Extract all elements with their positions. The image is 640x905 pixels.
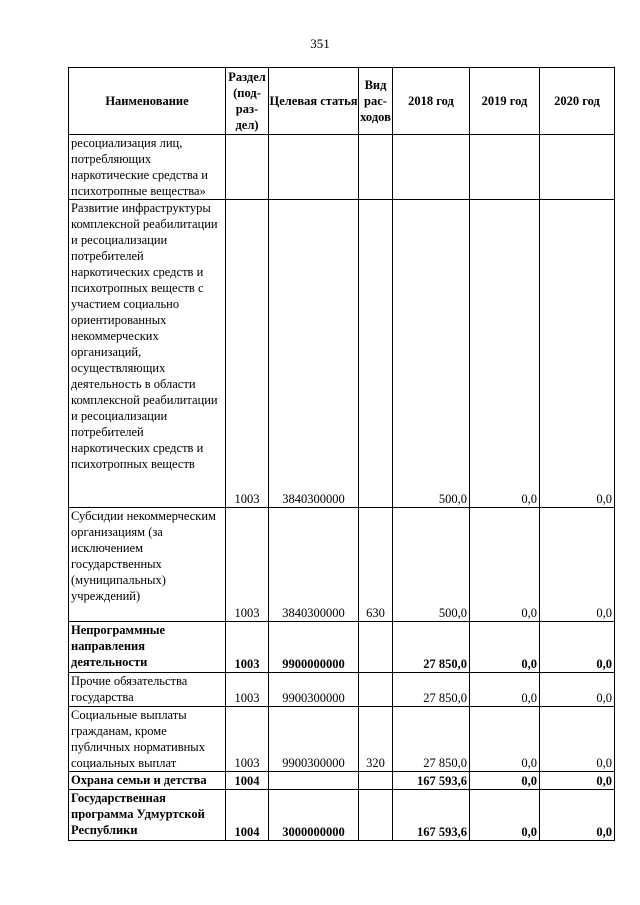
row-section: 1003 (226, 200, 269, 508)
row-type (359, 135, 393, 200)
row-2019: 0,0 (470, 508, 540, 622)
table-row (69, 707, 615, 772)
row-2019: 0,0 (470, 707, 540, 772)
row-section (226, 135, 269, 200)
row-name: Охрана семьи и детства (69, 772, 226, 790)
row-section: 1003 (226, 707, 269, 772)
row-target: 3840300000 (269, 200, 359, 508)
header-name: Наименование (69, 68, 226, 135)
row-section: 1004 (226, 790, 269, 841)
row-2020: 0,0 (540, 790, 615, 841)
row-2020: 0,0 (540, 673, 615, 707)
row-name: Прочие обязательства государства (69, 673, 226, 707)
row-2019: 0,0 (470, 772, 540, 790)
header-section: Раздел (под-раз-дел) (226, 68, 269, 135)
table-row (69, 200, 615, 508)
row-section: 1003 (226, 673, 269, 707)
row-2018: 27 850,0 (393, 673, 470, 707)
row-name: Развитие инфраструктуры комплексной реабилитации и ресоциализации потребителей наркотических средств и психотропных веществ с участием социально ориентированных некоммерческих организаций, осуществляющих деятельность в области комплексной реабилитации и ресоциализации потребителей наркотических средств и психотропных веществ (69, 200, 226, 508)
row-2019: 0,0 (470, 622, 540, 673)
row-target: 3840300000 (269, 508, 359, 622)
row-target (269, 135, 359, 200)
row-type (359, 622, 393, 673)
row-2019 (470, 135, 540, 200)
row-type (359, 200, 393, 508)
header-row (69, 68, 615, 135)
table-row (69, 508, 615, 622)
row-type: 630 (359, 508, 393, 622)
row-section: 1003 (226, 622, 269, 673)
row-name: Государственная программа Удмуртской Республики (69, 790, 226, 841)
row-2020: 0,0 (540, 622, 615, 673)
row-section: 1003 (226, 508, 269, 622)
row-target (269, 772, 359, 790)
header-target: Целевая статья (269, 68, 359, 135)
row-2018 (393, 135, 470, 200)
table-row (69, 772, 615, 790)
row-name: ресоциализация лиц, потребляющих наркотические средства и психотропные вещества» (69, 135, 226, 200)
row-2020 (540, 135, 615, 200)
row-target: 3000000000 (269, 790, 359, 841)
row-2018: 167 593,6 (393, 772, 470, 790)
row-2019: 0,0 (470, 673, 540, 707)
table-row (69, 790, 615, 841)
header-type: Вид рас-ходов (359, 68, 393, 135)
header-2020: 2020 год (540, 68, 615, 135)
row-type (359, 673, 393, 707)
row-target: 9900000000 (269, 622, 359, 673)
budget-table (68, 67, 615, 841)
row-2020: 0,0 (540, 508, 615, 622)
row-2018: 167 593,6 (393, 790, 470, 841)
page-number: 351 (310, 36, 330, 51)
row-2020: 0,0 (540, 200, 615, 508)
row-name: Непрограммные направления деятельности (69, 622, 226, 673)
row-2018: 27 850,0 (393, 622, 470, 673)
row-section: 1004 (226, 772, 269, 790)
row-target: 9900300000 (269, 707, 359, 772)
row-2018: 27 850,0 (393, 707, 470, 772)
row-type: 320 (359, 707, 393, 772)
row-type (359, 772, 393, 790)
table-row (69, 135, 615, 200)
row-2018: 500,0 (393, 508, 470, 622)
row-type (359, 790, 393, 841)
row-target: 9900300000 (269, 673, 359, 707)
table-row (69, 673, 615, 707)
row-name: Социальные выплаты гражданам, кроме публичных нормативных социальных выплат (69, 707, 226, 772)
row-2020: 0,0 (540, 707, 615, 772)
row-2020: 0,0 (540, 772, 615, 790)
row-2019: 0,0 (470, 200, 540, 508)
table-row (69, 622, 615, 673)
row-2018: 500,0 (393, 200, 470, 508)
header-2018: 2018 год (393, 68, 470, 135)
row-name: Субсидии некоммерческим организациям (за исключением государственных (муниципальных) учреждений) (69, 508, 226, 622)
row-2019: 0,0 (470, 790, 540, 841)
header-2019: 2019 год (470, 68, 540, 135)
